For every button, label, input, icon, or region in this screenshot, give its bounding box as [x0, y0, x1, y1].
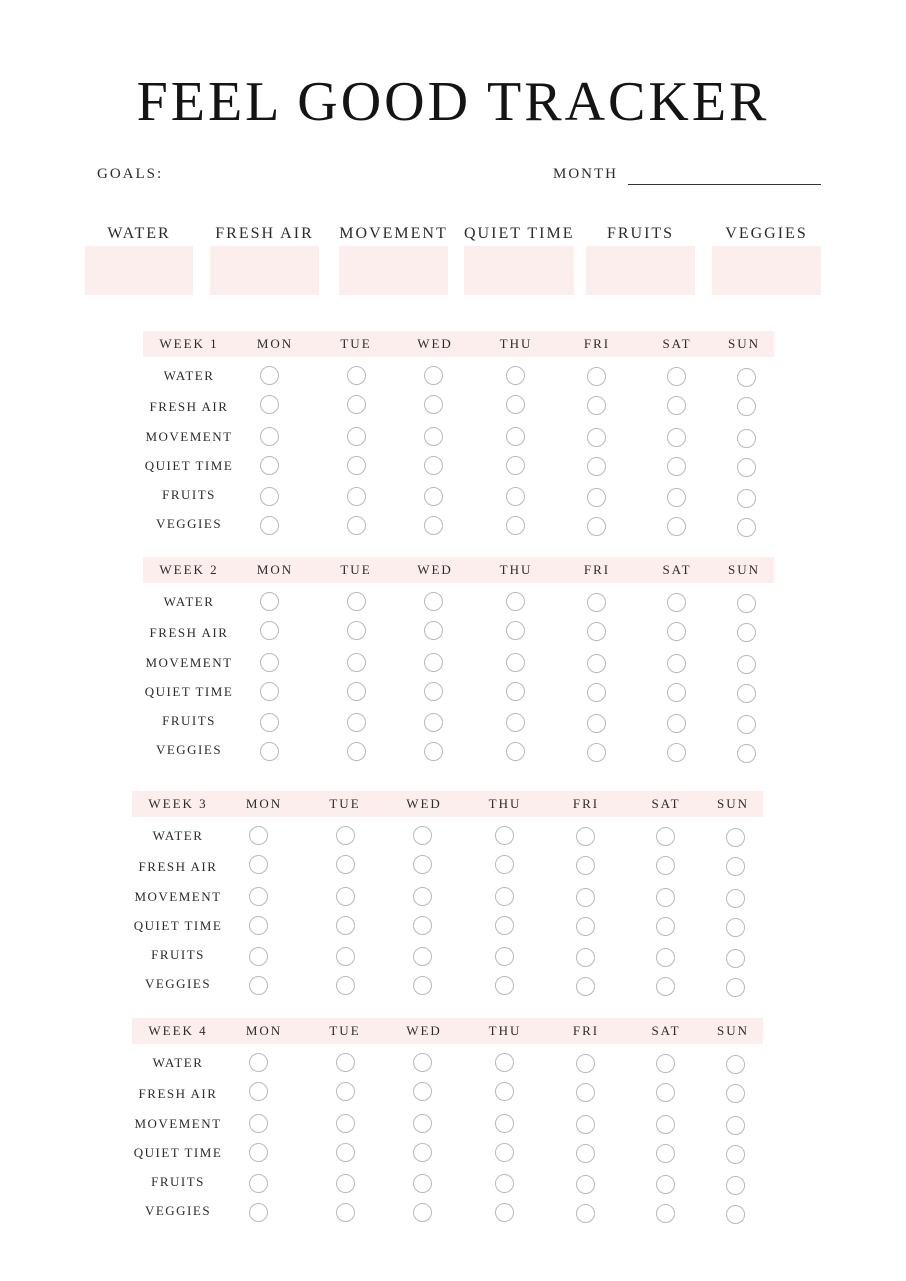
habit-checkbox[interactable] — [576, 1175, 595, 1194]
habit-checkbox[interactable] — [737, 397, 756, 416]
habit-checkbox[interactable] — [424, 516, 443, 535]
habit-checkbox[interactable] — [587, 683, 606, 702]
habit-checkbox[interactable] — [260, 456, 279, 475]
habit-checkbox[interactable] — [506, 395, 525, 414]
goal-category-label: VEGGIES — [725, 225, 808, 242]
habit-row-label: WATER — [152, 1055, 204, 1070]
habit-checkbox[interactable] — [587, 367, 606, 386]
habit-checkbox[interactable] — [726, 1055, 745, 1074]
day-header: FRI — [572, 796, 600, 811]
habit-checkbox[interactable] — [737, 458, 756, 477]
habit-checkbox[interactable] — [249, 855, 268, 874]
habit-checkbox[interactable] — [424, 621, 443, 640]
habit-checkbox[interactable] — [413, 976, 432, 995]
day-header: SAT — [651, 796, 681, 811]
habit-checkbox[interactable] — [506, 713, 525, 732]
habit-checkbox[interactable] — [656, 1144, 675, 1163]
week-label: WEEK 4 — [148, 1023, 208, 1038]
week-block — [143, 331, 774, 546]
habit-checkbox[interactable] — [260, 653, 279, 672]
habit-checkbox[interactable] — [656, 977, 675, 996]
habit-checkbox[interactable] — [249, 826, 268, 845]
habit-checkbox[interactable] — [495, 976, 514, 995]
habit-checkbox[interactable] — [249, 887, 268, 906]
habit-checkbox[interactable] — [347, 427, 366, 446]
habit-checkbox[interactable] — [726, 978, 745, 997]
habit-checkbox[interactable] — [260, 742, 279, 761]
habit-checkbox[interactable] — [413, 1174, 432, 1193]
habit-checkbox[interactable] — [576, 1115, 595, 1134]
day-header: SUN — [727, 336, 761, 351]
habit-checkbox[interactable] — [413, 947, 432, 966]
goal-category-label: MOVEMENT — [339, 225, 448, 242]
habit-checkbox[interactable] — [495, 1114, 514, 1133]
habit-row-label: QUIET TIME — [144, 458, 234, 473]
habit-checkbox[interactable] — [336, 826, 355, 845]
habit-checkbox[interactable] — [656, 917, 675, 936]
habit-checkbox[interactable] — [249, 1174, 268, 1193]
habit-checkbox[interactable] — [336, 1143, 355, 1162]
week-block — [132, 1018, 763, 1233]
habit-row-label: FRESH AIR — [149, 625, 229, 640]
habit-checkbox[interactable] — [413, 855, 432, 874]
habit-checkbox[interactable] — [260, 621, 279, 640]
habit-checkbox[interactable] — [656, 1054, 675, 1073]
day-header: FRI — [583, 336, 611, 351]
habit-row-label: FRUITS — [151, 1174, 205, 1189]
habit-row-label: MOVEMENT — [134, 889, 222, 904]
habit-checkbox[interactable] — [506, 427, 525, 446]
day-header: THU — [488, 796, 522, 811]
habit-checkbox[interactable] — [587, 488, 606, 507]
habit-checkbox[interactable] — [737, 368, 756, 387]
goal-input-box[interactable] — [339, 246, 448, 295]
habit-row-label: FRUITS — [151, 947, 205, 962]
habit-checkbox[interactable] — [336, 855, 355, 874]
habit-checkbox[interactable] — [667, 367, 686, 386]
week-label: WEEK 2 — [159, 562, 219, 577]
goal-column — [210, 225, 319, 247]
day-header: TUE — [329, 1023, 361, 1038]
page-title: FEEL GOOD TRACKER — [136, 71, 770, 133]
habit-checkbox[interactable] — [347, 592, 366, 611]
goal-category-label: WATER — [107, 225, 171, 242]
goal-category-label: FRUITS — [606, 225, 675, 242]
month-label: MONTH — [553, 166, 618, 182]
habit-checkbox[interactable] — [667, 517, 686, 536]
habit-checkbox[interactable] — [667, 428, 686, 447]
habit-checkbox[interactable] — [576, 827, 595, 846]
habit-checkbox[interactable] — [587, 622, 606, 641]
habit-checkbox[interactable] — [726, 889, 745, 908]
habit-checkbox[interactable] — [336, 887, 355, 906]
habit-checkbox[interactable] — [506, 653, 525, 672]
habit-checkbox[interactable] — [260, 487, 279, 506]
habit-checkbox[interactable] — [413, 1082, 432, 1101]
habit-checkbox[interactable] — [576, 1054, 595, 1073]
day-header: TUE — [329, 796, 361, 811]
habit-checkbox[interactable] — [260, 427, 279, 446]
habit-checkbox[interactable] — [587, 714, 606, 733]
habit-checkbox[interactable] — [667, 743, 686, 762]
day-header: MON — [245, 1023, 283, 1038]
habit-checkbox[interactable] — [576, 1083, 595, 1102]
habit-row-label: QUIET TIME — [144, 684, 234, 699]
habit-checkbox[interactable] — [413, 1203, 432, 1222]
week-label: WEEK 3 — [148, 796, 208, 811]
day-header: WED — [406, 1023, 442, 1038]
habit-checkbox[interactable] — [576, 948, 595, 967]
day-header: SUN — [716, 796, 750, 811]
habit-checkbox[interactable] — [495, 916, 514, 935]
habit-checkbox[interactable] — [576, 1204, 595, 1223]
habit-checkbox[interactable] — [249, 976, 268, 995]
habit-checkbox[interactable] — [506, 516, 525, 535]
habit-checkbox[interactable] — [656, 1175, 675, 1194]
habit-checkbox[interactable] — [347, 653, 366, 672]
habit-checkbox[interactable] — [726, 918, 745, 937]
habit-checkbox[interactable] — [347, 395, 366, 414]
habit-row-label: VEGGIES — [144, 1203, 212, 1218]
day-header: WED — [406, 796, 442, 811]
habit-checkbox[interactable] — [260, 592, 279, 611]
habit-checkbox[interactable] — [667, 488, 686, 507]
habit-checkbox[interactable] — [726, 828, 745, 847]
habit-checkbox[interactable] — [656, 1115, 675, 1134]
goal-input-box[interactable] — [712, 246, 821, 295]
habit-checkbox[interactable] — [347, 487, 366, 506]
habit-row-label: VEGGIES — [155, 516, 223, 531]
habit-checkbox[interactable] — [260, 395, 279, 414]
week-block — [132, 791, 763, 1006]
habit-checkbox[interactable] — [260, 366, 279, 385]
habit-row-label: MOVEMENT — [145, 429, 233, 444]
habit-checkbox[interactable] — [495, 1082, 514, 1101]
habit-row-label: WATER — [163, 368, 215, 383]
goal-column — [339, 225, 448, 247]
habit-checkbox[interactable] — [495, 947, 514, 966]
habit-checkbox[interactable] — [506, 682, 525, 701]
habit-checkbox[interactable] — [424, 682, 443, 701]
habit-checkbox[interactable] — [424, 395, 443, 414]
habit-checkbox[interactable] — [506, 592, 525, 611]
habit-checkbox[interactable] — [587, 743, 606, 762]
day-header: THU — [499, 562, 533, 577]
habit-row-label: MOVEMENT — [134, 1116, 222, 1131]
habit-checkbox[interactable] — [667, 622, 686, 641]
habit-row-label: WATER — [163, 594, 215, 609]
habit-checkbox[interactable] — [656, 888, 675, 907]
habit-checkbox[interactable] — [576, 917, 595, 936]
habit-checkbox[interactable] — [587, 396, 606, 415]
habit-checkbox[interactable] — [413, 916, 432, 935]
habit-row-label: FRESH AIR — [138, 1086, 218, 1101]
habit-checkbox[interactable] — [737, 518, 756, 537]
goal-input-box[interactable] — [210, 246, 319, 295]
habit-checkbox[interactable] — [506, 456, 525, 475]
habit-checkbox[interactable] — [495, 1053, 514, 1072]
habit-checkbox[interactable] — [347, 516, 366, 535]
habit-row-label: MOVEMENT — [145, 655, 233, 670]
habit-row-label: QUIET TIME — [133, 1145, 223, 1160]
goal-category-label: QUIET TIME — [464, 225, 575, 242]
habit-checkbox[interactable] — [587, 654, 606, 673]
day-header: SUN — [716, 1023, 750, 1038]
habit-checkbox[interactable] — [249, 1203, 268, 1222]
habit-checkbox[interactable] — [737, 594, 756, 613]
habit-checkbox[interactable] — [576, 977, 595, 996]
week-block — [143, 557, 774, 772]
habit-checkbox[interactable] — [495, 855, 514, 874]
habit-checkbox[interactable] — [347, 682, 366, 701]
habit-checkbox[interactable] — [726, 1084, 745, 1103]
habit-row-label: VEGGIES — [155, 742, 223, 757]
habit-checkbox[interactable] — [424, 366, 443, 385]
day-header: SUN — [727, 562, 761, 577]
habit-checkbox[interactable] — [336, 1082, 355, 1101]
habit-checkbox[interactable] — [667, 457, 686, 476]
habit-checkbox[interactable] — [737, 684, 756, 703]
habit-checkbox[interactable] — [249, 1114, 268, 1133]
goal-column — [712, 225, 821, 247]
habit-checkbox[interactable] — [413, 1053, 432, 1072]
day-header: THU — [499, 336, 533, 351]
habit-checkbox[interactable] — [424, 653, 443, 672]
habit-checkbox[interactable] — [667, 683, 686, 702]
day-header: MON — [245, 796, 283, 811]
goal-column — [464, 225, 574, 247]
day-header: FRI — [572, 1023, 600, 1038]
habit-checkbox[interactable] — [495, 1203, 514, 1222]
habit-row-label: WATER — [152, 828, 204, 843]
day-header: MON — [256, 336, 294, 351]
month-input-line[interactable] — [628, 184, 821, 185]
habit-checkbox[interactable] — [347, 713, 366, 732]
habit-checkbox[interactable] — [495, 1174, 514, 1193]
habit-checkbox[interactable] — [506, 366, 525, 385]
habit-checkbox[interactable] — [336, 1203, 355, 1222]
habit-checkbox[interactable] — [587, 517, 606, 536]
habit-checkbox[interactable] — [249, 916, 268, 935]
habit-checkbox[interactable] — [726, 1176, 745, 1195]
day-header: TUE — [340, 562, 372, 577]
habit-checkbox[interactable] — [495, 887, 514, 906]
habit-checkbox[interactable] — [737, 655, 756, 674]
habit-checkbox[interactable] — [424, 456, 443, 475]
day-header: SAT — [651, 1023, 681, 1038]
habit-checkbox[interactable] — [656, 856, 675, 875]
day-header: FRI — [583, 562, 611, 577]
day-header: TUE — [340, 336, 372, 351]
goal-input-box[interactable] — [586, 246, 695, 295]
habit-checkbox[interactable] — [726, 1116, 745, 1135]
day-header: SAT — [662, 336, 692, 351]
habit-row-label: VEGGIES — [144, 976, 212, 991]
day-header: WED — [417, 562, 453, 577]
habit-checkbox[interactable] — [413, 1114, 432, 1133]
week-label: WEEK 1 — [159, 336, 219, 351]
habit-checkbox[interactable] — [726, 949, 745, 968]
habit-checkbox[interactable] — [424, 592, 443, 611]
habit-checkbox[interactable] — [576, 1144, 595, 1163]
habit-checkbox[interactable] — [667, 396, 686, 415]
habit-checkbox[interactable] — [726, 857, 745, 876]
habit-checkbox[interactable] — [249, 947, 268, 966]
habit-checkbox[interactable] — [413, 887, 432, 906]
habit-row-label: QUIET TIME — [133, 918, 223, 933]
habit-checkbox[interactable] — [249, 1143, 268, 1162]
habit-checkbox[interactable] — [576, 888, 595, 907]
habit-checkbox[interactable] — [260, 682, 279, 701]
habit-checkbox[interactable] — [726, 1205, 745, 1224]
goals-label: GOALS: — [97, 166, 164, 182]
habit-checkbox[interactable] — [260, 516, 279, 535]
habit-checkbox[interactable] — [336, 916, 355, 935]
habit-checkbox[interactable] — [656, 948, 675, 967]
goal-column — [85, 225, 193, 247]
habit-checkbox[interactable] — [424, 713, 443, 732]
habit-checkbox[interactable] — [656, 1204, 675, 1223]
habit-checkbox[interactable] — [495, 826, 514, 845]
habit-checkbox[interactable] — [506, 742, 525, 761]
habit-checkbox[interactable] — [667, 654, 686, 673]
habit-checkbox[interactable] — [260, 713, 279, 732]
habit-checkbox[interactable] — [587, 593, 606, 612]
habit-checkbox[interactable] — [413, 826, 432, 845]
habit-checkbox[interactable] — [726, 1145, 745, 1164]
habit-checkbox[interactable] — [506, 621, 525, 640]
habit-checkbox[interactable] — [737, 744, 756, 763]
habit-row-label: FRESH AIR — [138, 859, 218, 874]
habit-checkbox[interactable] — [424, 487, 443, 506]
habit-checkbox[interactable] — [336, 1053, 355, 1072]
habit-checkbox[interactable] — [587, 428, 606, 447]
habit-checkbox[interactable] — [737, 715, 756, 734]
habit-checkbox[interactable] — [347, 621, 366, 640]
day-header: WED — [417, 336, 453, 351]
habit-checkbox[interactable] — [667, 593, 686, 612]
goal-category-label: FRESH AIR — [215, 225, 314, 242]
habit-checkbox[interactable] — [336, 1174, 355, 1193]
goal-input-box[interactable] — [464, 246, 574, 295]
goal-input-box[interactable] — [85, 246, 193, 295]
habit-checkbox[interactable] — [347, 456, 366, 475]
habit-checkbox[interactable] — [656, 827, 675, 846]
day-header: SAT — [662, 562, 692, 577]
habit-checkbox[interactable] — [737, 429, 756, 448]
habit-checkbox[interactable] — [249, 1053, 268, 1072]
habit-checkbox[interactable] — [506, 487, 525, 506]
habit-row-label: FRESH AIR — [149, 399, 229, 414]
habit-checkbox[interactable] — [336, 1114, 355, 1133]
habit-checkbox[interactable] — [424, 427, 443, 446]
habit-checkbox[interactable] — [336, 976, 355, 995]
habit-checkbox[interactable] — [737, 623, 756, 642]
day-header: THU — [488, 1023, 522, 1038]
day-header: MON — [256, 562, 294, 577]
habit-checkbox[interactable] — [424, 742, 443, 761]
habit-checkbox[interactable] — [336, 947, 355, 966]
habit-checkbox[interactable] — [576, 856, 595, 875]
habit-checkbox[interactable] — [667, 714, 686, 733]
goal-column — [586, 225, 695, 247]
habit-checkbox[interactable] — [737, 489, 756, 508]
habit-checkbox[interactable] — [495, 1143, 514, 1162]
habit-row-label: FRUITS — [162, 487, 216, 502]
habit-checkbox[interactable] — [656, 1083, 675, 1102]
habit-checkbox[interactable] — [347, 742, 366, 761]
habit-checkbox[interactable] — [347, 366, 366, 385]
habit-checkbox[interactable] — [249, 1082, 268, 1101]
habit-row-label: FRUITS — [162, 713, 216, 728]
habit-checkbox[interactable] — [587, 457, 606, 476]
habit-checkbox[interactable] — [413, 1143, 432, 1162]
